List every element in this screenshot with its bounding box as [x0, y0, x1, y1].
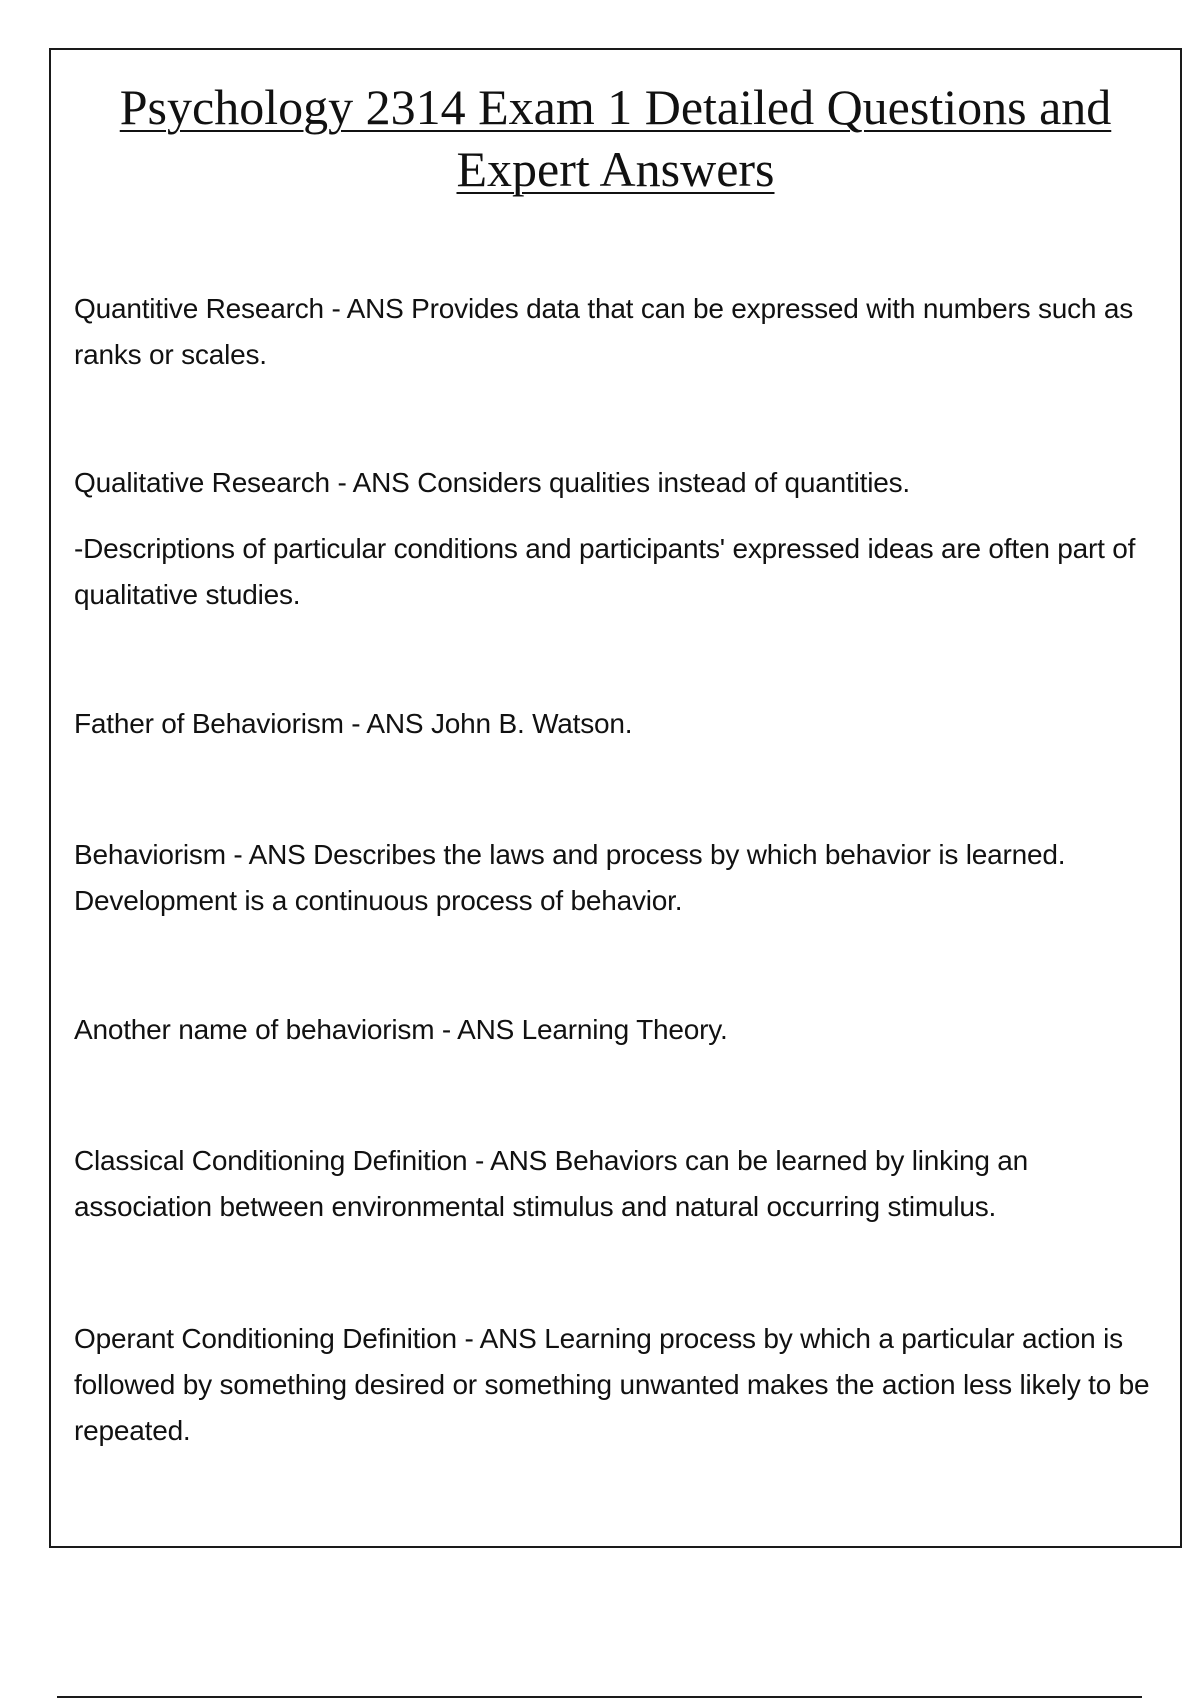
- title-line-1: Psychology 2314 Exam 1 Detailed Questions and: [119, 79, 1112, 135]
- entry-operant-conditioning: Operant Conditioning Definition - ANS Learning process by which a particular action is followed by something desired or something unwanted makes the action less likely to be repeated.: [74, 1323, 1150, 1446]
- entry-quantitive-research: Quantitive Research - ANS Provides data that can be expressed with numbers such as ranks or scales.: [74, 293, 1134, 370]
- entry-qualitative-research: Qualitative Research - ANS Considers qualities instead of quantities.: [74, 467, 910, 498]
- entry-classical-conditioning: Classical Conditioning Definition - ANS Behaviors can be learned by linking an association between environmental stimulus and natural occurring stimulus.: [74, 1145, 1029, 1222]
- entry-behaviorism: Behaviorism - ANS Describes the laws and process by which behavior is learned. Development is a continuous process of behavior.: [74, 839, 1066, 916]
- entry-another-name-behaviorism: Another name of behaviorism - ANS Learning Theory.: [74, 1014, 728, 1045]
- entry-father-of-behaviorism: Father of Behaviorism - ANS John B. Watson.: [74, 708, 633, 739]
- footer-divider: [57, 1696, 1142, 1698]
- document-frame: [49, 48, 1182, 1548]
- entry-qualitative-description: -Descriptions of particular conditions and participants' expressed ideas are often part of qualitative studies.: [74, 533, 1136, 610]
- title-line-2: Expert Answers: [456, 141, 775, 197]
- document-title: [51, 76, 1180, 200]
